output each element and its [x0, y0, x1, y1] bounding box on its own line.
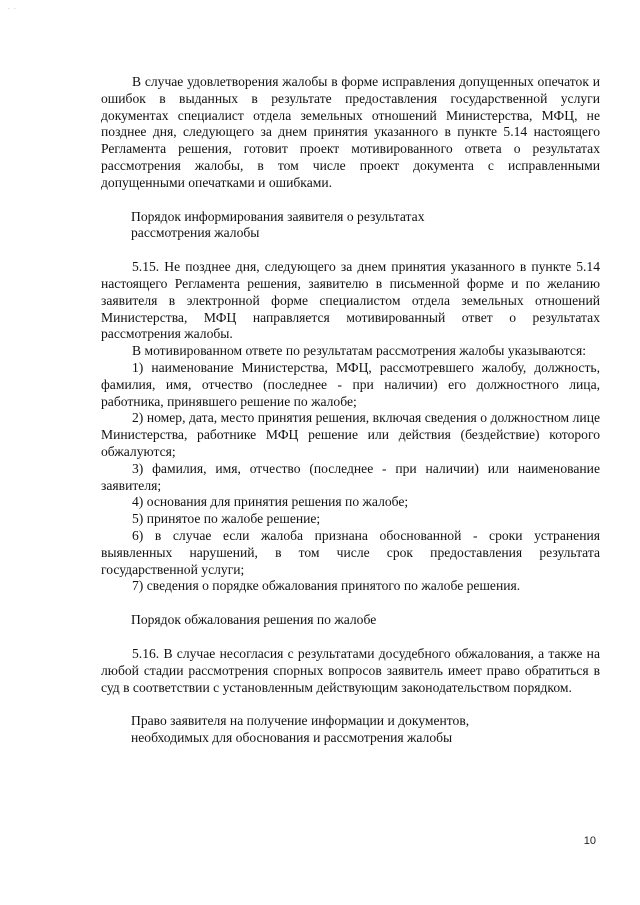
list-item-6: 6) в случае если жалоба признана обоснованной - сроки устранения выявленных нарушений, в том числе срок предоставления результата государственной услуги;	[101, 527, 600, 577]
section-heading-line: необходимых для обоснования и рассмотрения жалобы	[131, 730, 453, 746]
spacer	[101, 696, 600, 713]
list-item-1: 1) наименование Министерства, МФЦ, рассмотревшего жалобу, должность, фамилия, имя, отчество (последнее - при наличии) его должностного лица, работника, принявшего решение по жалобе;	[101, 359, 600, 409]
spacer	[101, 595, 600, 612]
scan-corner-mark: · ·	[8, 6, 17, 13]
list-item-5: 5) принятое по жалобе решение;	[132, 511, 321, 527]
paragraph-correction-response: В случае удовлетворения жалобы в форме исправления допущенных опечаток и ошибок в выданных в результате предоставления государственной услуги документах специалист отдела земельных отношений Министерства, МФЦ, не позднее дня, следующего за днем принятия указанного в пункте 5.14 настоящего Регламента решения, готовит проект мотивированного ответа о результатах рассмотрения жалобы, в том числе проект документа с исправленными допущенными опечатками и ошибками.	[101, 74, 600, 190]
section-heading-line: Право заявителя на получение информации и документов,	[131, 713, 470, 729]
document-body	[101, 74, 600, 747]
section-heading-line: Порядок информирования заявителя о результатах	[131, 208, 425, 224]
spacer	[101, 192, 600, 209]
spacer	[101, 629, 600, 646]
paragraph-5-16: 5.16. В случае несогласия с результатами досудебного обжалования, а также на любой стадии рассмотрения спорных вопросов заявитель имеет право обратиться в суд в соответствии с установленным действующим законодательством порядком.	[101, 645, 600, 695]
spacer	[101, 242, 600, 259]
section-heading-information-rights	[101, 713, 600, 747]
list-item-2: 2) номер, дата, место принятия решения, включая сведения о должностном лице Министерства, работнике МФЦ решение или действия (бездействие) которого обжалуются;	[101, 410, 600, 459]
paragraph-response-contents-intro: В мотивированном ответе по результатам рассмотрения жалобы указываются:	[132, 343, 586, 359]
page-number: 10	[583, 835, 596, 847]
section-heading-appeal	[101, 612, 600, 629]
section-heading-line: Порядок обжалования решения по жалобе	[131, 612, 377, 628]
section-heading-informing	[101, 209, 600, 243]
list-item-4: 4) основания для принятия решения по жалобе;	[132, 494, 409, 510]
list-item-3: 3) фамилия, имя, отчество (последнее - при наличии) или наименование заявителя;	[101, 460, 600, 493]
section-heading-line: рассмотрения жалобы	[131, 225, 260, 241]
paragraph-5-15: 5.15. Не позднее дня, следующего за днем принятия указанного в пункте 5.14 настоящего Регламента решения, заявителю в письменной форме и по желанию заявителя в электронной форме специалистом отдела земельных отношений Министерства, МФЦ направляется мотивированный ответ о результатах рассмотрения жалобы.	[101, 259, 600, 342]
list-item-7: 7) сведения о порядке обжалования принятого по жалобе решения.	[132, 578, 521, 594]
